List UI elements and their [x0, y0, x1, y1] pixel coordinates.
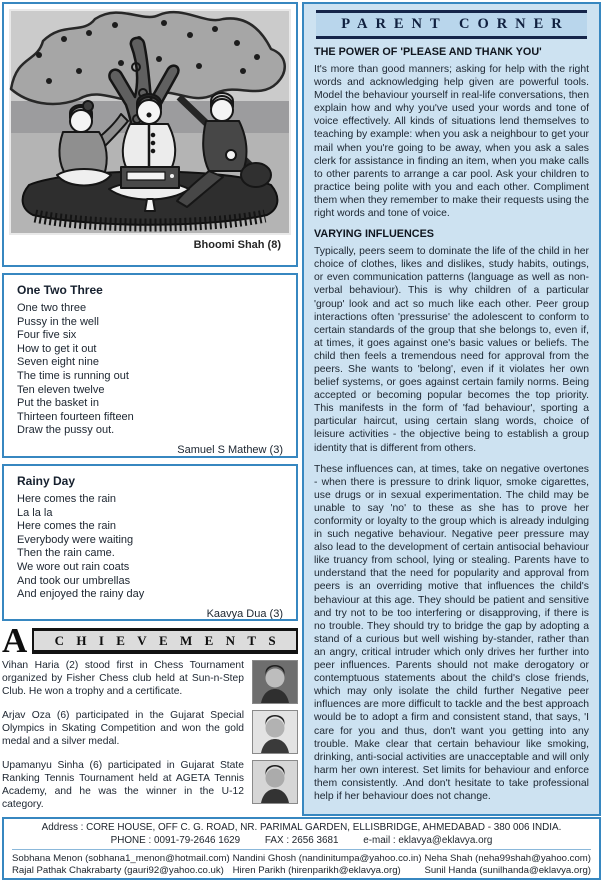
- article-paragraph: It's more than good manners; asking for help with the right words and acknowledging help given are powerful tools. Model the behaviour yourself in real-life conversations, then explain how and why you've used your words and tone of voice effectively. All kinds of situations lend themselves to teaching by example: when you ask a neighbour to get your mail when you're going to be away, when you ask a sales clerk for assistance in finding an item, when you make calls to other parents to arrange a car pool. Ask your children to practice being polite with you and each other. Compliment them when they remember to make their requests using the right words and tone of voice.: [314, 64, 589, 220]
- footer-divider: [12, 849, 591, 850]
- achievements-section: [2, 628, 298, 814]
- achievement-item: [2, 760, 298, 812]
- poem-title: Rainy Day: [17, 474, 76, 488]
- poem-rainy-day: [2, 464, 298, 621]
- poem-body: [17, 302, 283, 438]
- parent-corner-banner: [316, 10, 587, 39]
- achievements-heading-strip: [32, 628, 298, 654]
- achievement-photo: [252, 710, 298, 754]
- poem-line: Ten eleven twelve: [17, 383, 105, 396]
- achievements-heading-initial: A: [2, 628, 28, 660]
- poem-line: Here comes the rain: [17, 493, 117, 505]
- contact-entry: Sobhana Menon (sobhana1_menon@hotmail.com): [12, 853, 230, 864]
- poem-line: Draw the pussy out.: [17, 424, 115, 437]
- achievement-text: Arjav Oza (6) participated in the Gujarat Special Olympics in Skating Competition and won the gold medal and a silver medal.: [2, 710, 244, 747]
- article-heading: THE POWER OF 'PLEASE AND THANK YOU': [314, 46, 542, 58]
- contact-entry: Nandini Ghosh (nandinitumpa@yahoo.co.in): [232, 853, 422, 864]
- footer-box: [2, 817, 601, 880]
- footer-phone: PHONE : 0091-79-2646 1629: [110, 834, 241, 846]
- poem-line: Then the rain came.: [17, 547, 115, 560]
- artwork-caption: Bhoomi Shah (8): [193, 239, 281, 251]
- poem-line: One two three: [17, 302, 87, 314]
- byline-source: [419, 813, 589, 816]
- poem-line: Put the basket in: [17, 397, 99, 410]
- children-under-tree-drawing: [9, 9, 291, 235]
- footer-address: Address : CORE HOUSE, OFF C. G. ROAD, NR. PARIMAL GARDEN, ELLISBRIDGE, AHMEDABAD - 380 006 INDIA.: [41, 822, 562, 833]
- byline-author: [314, 813, 397, 816]
- contact-column: [424, 853, 591, 878]
- poem-line: And took our umbrellas: [17, 574, 131, 587]
- contact-column: [233, 853, 422, 878]
- poem-one-two-three: [2, 273, 298, 458]
- poem-line: Thirteen fourteen fifteen: [17, 410, 134, 423]
- poem-title: One Two Three: [17, 283, 103, 297]
- poem-line: The time is running out: [17, 369, 129, 382]
- contact-entry: Neha Shah (neha99shah@yahoo.com): [424, 853, 591, 864]
- left-column: [2, 2, 298, 814]
- poem-line: Here comes the rain: [17, 520, 117, 533]
- achievement-text: Vihan Haria (2) stood first in Chess Tournament organized by Fisher Chess club held at Sun-n-Step Club. He won a trophy and a certificate.: [2, 660, 244, 697]
- footer-email: e-mail : eklavya@eklavya.org: [363, 834, 493, 846]
- achievement-photo: [252, 760, 298, 804]
- achievements-heading: [2, 628, 298, 660]
- achievements-heading-letters: CHIEVEMENTS: [54, 632, 288, 648]
- parent-corner-title: PARENT CORNER: [341, 16, 570, 32]
- poem-line: How to get it out: [17, 342, 97, 355]
- footer-fax: FAX : 2656 3681: [264, 834, 339, 846]
- poem-line: Everybody were waiting: [17, 533, 134, 546]
- footer-contacts: [12, 853, 591, 878]
- contact-entry: Rajal Pathak Chakrabarty (gauri92@yahoo.co.uk): [12, 865, 224, 877]
- achievement-item: [2, 660, 298, 704]
- achievement-text: Upamanyu Sinha (6) participated in Gujarat State Ranking Tennis Tournament held at AGETA Tennis Academy, and he was the winner in the U-12 category.: [2, 760, 244, 810]
- contact-column: [12, 853, 230, 878]
- contact-entry: Hiren Parikh (hirenparikh@eklavya.org): [232, 865, 401, 877]
- achievement-photo: [252, 660, 298, 704]
- poem-body: [17, 493, 283, 602]
- article-heading: VARYING INFLUENCES: [314, 228, 434, 241]
- parent-corner-box: [302, 2, 601, 816]
- article-byline: [314, 813, 589, 816]
- artwork-box: [2, 2, 298, 267]
- poem-line: La la la: [17, 506, 53, 519]
- article-paragraph: These influences can, at times, take on negative overtones - when there is pressure to drink liquor, smoke cigarettes, use drugs or in sexual experimentation. The child may be unable to say 'no' to these as she has to prove her conformity or loyalty to the group which is already indulging in such negative behaviour. Negative peer pressure may also lead to the development of certain antisocial behaviour like truancy from school, lying or stealing. Parents have to understand that the need for popularity and approval from peers is an overriding motive that influences the child's behaviour at this age. They should be patient and sensitive and try not to be too interfering or disapproving, if there is no trouble. They should try to bridge the gap by adopting a stand of a curious but well wishing by-stander, rather than an angry, critical intruder which only drives her further into peer influences. Parents should not make derogatory or contemptuous statements about the child's close friends, which may only isolate the child further Negative peer influences are more difficult to tackle and the best approach would be to adopt a firm and consistent stand, that says, 'I care for you and thus, don't want you getting into any trouble. Make clear that certain behaviour like smoking, drinking, anti-social activities are unacceptable and will only harm her own interest. Set limits for behaviour and enforce them consistently. .And don't hesitate to take professional help if her behaviour does not change.: [314, 463, 589, 802]
- poem-line: Four five six: [17, 329, 77, 342]
- poem-line: Seven eight nine: [17, 356, 99, 369]
- article-paragraph: Typically, peers seem to dominate the life of the child in her choice of clothes, likes and dislikes, study habits, outings, or even communication patterns (language as well as non-verbal behaviour). This is why children of a particular 'group' look and act so much like each other. Peer group interactions often 'pressurise' the adolescent to conform to certain standards of the group that she belongs to, even if, at times, it goes against one's basic values or beliefs. The child then feels a tremendous need for approval from the peers. She wants to 'belong', even if it violates her own belief systems, or goes against certain family norms. Being accepted or becoming popular becomes the top priority. This manifests in the form of 'fad behaviour', sporting a particular haircut, using certain slang words, choice of leisure activities - the objective being to establish a group identity that is different from others.: [314, 246, 589, 454]
- poem-line: Pussy in the well: [17, 315, 99, 328]
- poem-line: We wore out rain coats: [17, 560, 130, 573]
- achievement-item: [2, 710, 298, 754]
- poem-author: Samuel S Mathew (3): [177, 443, 283, 456]
- poem-line: And enjoyed the rainy day: [17, 588, 145, 601]
- contact-entry: Sunil Handa (sunilhanda@eklavya.org): [424, 865, 591, 877]
- footer-phone-line: [12, 835, 591, 848]
- poem-author: Kaavya Dua (3): [206, 607, 283, 620]
